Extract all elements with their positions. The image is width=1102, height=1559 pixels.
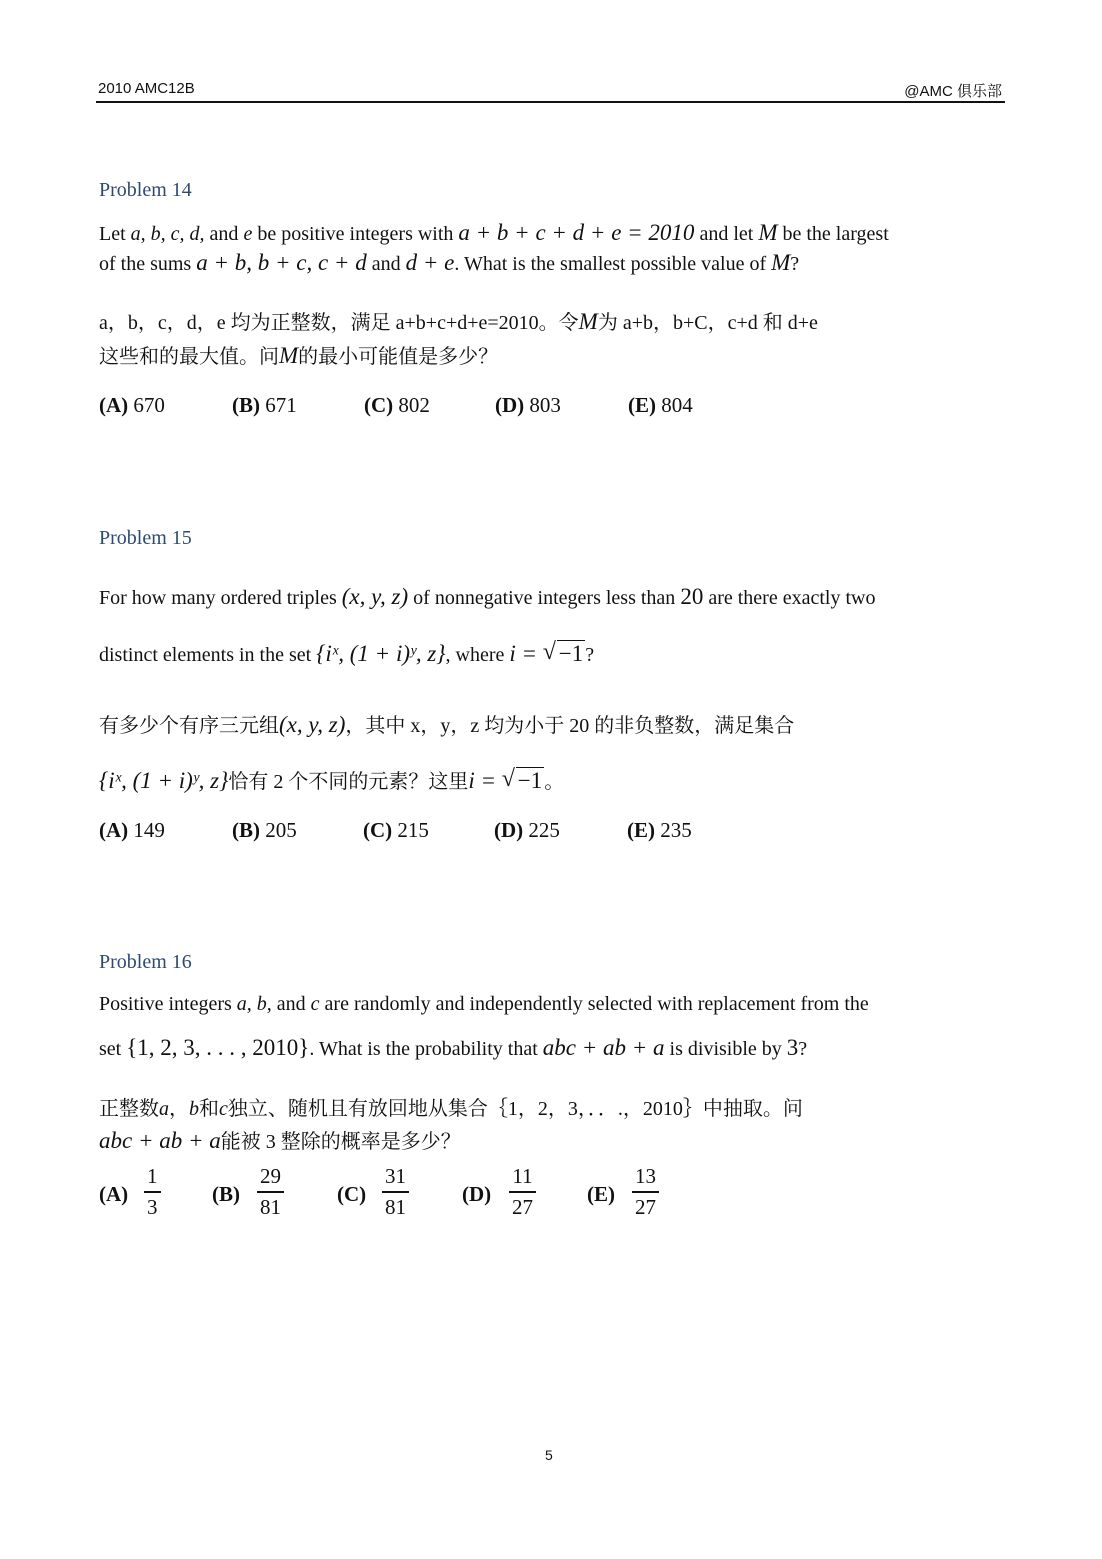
choice-label: (E) (628, 393, 656, 417)
choice-d (495, 393, 561, 418)
problem-16-chinese-line-2 (99, 1125, 461, 1154)
text: are randomly and independently selected with replacement from the (319, 993, 869, 1015)
text: , where (445, 644, 510, 666)
fraction-bar (257, 1191, 284, 1193)
choice-value: 215 (397, 818, 429, 842)
problem-16-english-line-1 (99, 993, 869, 1016)
fraction (144, 1164, 161, 1220)
text: 和 (199, 1098, 219, 1120)
choice-b (232, 393, 297, 418)
problem-15-english-line-1 (99, 584, 875, 610)
math-variable: M (279, 343, 299, 368)
choice-label: (C) (363, 818, 393, 842)
text: ， (169, 1098, 189, 1120)
problem-15-english-line-2 (99, 641, 594, 667)
choice-label: (E) (627, 818, 655, 842)
choice-value: 804 (661, 393, 693, 417)
radicand: −1 (517, 768, 543, 793)
text: be the largest (777, 223, 889, 245)
denominator: 81 (385, 1194, 406, 1219)
numerator: 13 (635, 1164, 656, 1188)
choice-label: (B) (212, 1182, 240, 1206)
problem-16-english-line-2 (99, 1035, 807, 1061)
header-rule (96, 101, 1005, 103)
math-sum: d + e (405, 250, 455, 275)
choice-label: (B) (232, 393, 260, 417)
math-set: {iˣ, (1 + i)ʸ, z} (316, 641, 446, 666)
text: For how many ordered triples (99, 587, 342, 609)
math-variables: a, b, (236, 993, 272, 1015)
text: 恰有 2 个不同的元素？这里 (228, 771, 469, 793)
fraction-bar (632, 1191, 659, 1193)
problem-16-chinese-line-1 (99, 1092, 803, 1121)
text: distinct elements in the set (99, 644, 317, 666)
math-variables: a, b, c, d, (130, 223, 205, 245)
math-number: 20 (680, 584, 704, 609)
text: Let (99, 223, 131, 245)
sqrt-symbol (543, 641, 585, 667)
choice-c (363, 818, 429, 843)
text: of the sums (99, 253, 197, 275)
header-right: @AMC 俱乐部 (904, 83, 1002, 100)
problem-16-title: Problem 16 (99, 951, 192, 973)
text: Positive integers (99, 993, 237, 1015)
fraction (509, 1164, 536, 1220)
problem-15-title: Problem 15 (99, 527, 192, 549)
choice-value: 670 (133, 393, 165, 417)
text: . What is the smallest possible value of (454, 253, 772, 275)
problem-14-english-line-2 (99, 250, 799, 276)
choice-label: (E) (587, 1182, 615, 1206)
text: ? (790, 253, 800, 275)
text: and (204, 223, 244, 245)
text: set (99, 1038, 127, 1060)
math-equation: a + b + c + d + e = 2010 (458, 220, 695, 245)
radicand: −1 (558, 641, 584, 666)
math-triple: (x, y, z) (341, 584, 409, 609)
choice-value: 803 (529, 393, 561, 417)
denominator: 27 (512, 1194, 533, 1219)
text: 能被 3 整除的概率是多少？ (220, 1131, 461, 1153)
problem-14-title: Problem 14 (99, 179, 192, 201)
text: and (271, 993, 311, 1015)
choice-value: 671 (265, 393, 297, 417)
sqrt-symbol (502, 768, 544, 794)
problem-14-chinese-line-1 (99, 306, 818, 335)
choice-e (627, 818, 692, 843)
denominator: 3 (147, 1194, 158, 1219)
numerator: 29 (260, 1164, 281, 1188)
math-variable: c (310, 993, 320, 1015)
text: ? (585, 644, 595, 666)
choice-label: (D) (494, 818, 524, 842)
choice-label: (A) (99, 393, 129, 417)
problem-14-english-line-1 (99, 220, 889, 246)
numerator: 11 (512, 1164, 533, 1188)
math-set: {iˣ, (1 + i)ʸ, z} (99, 768, 229, 793)
page-number: 5 (545, 1447, 553, 1463)
math-number: 3 (786, 1035, 799, 1060)
choice-e (628, 393, 693, 418)
text: 正整数 (99, 1098, 159, 1120)
text: 这些和的最大值。问 (99, 346, 279, 368)
math-expression: abc + ab + a (542, 1035, 665, 1060)
math-expression: abc + ab + a (99, 1128, 221, 1153)
fraction-bar (509, 1191, 536, 1193)
math-variable: M (758, 220, 778, 245)
math-variable: M (771, 250, 791, 275)
text: 的最小可能值是多少？ (298, 346, 499, 368)
choice-value: 149 (133, 818, 165, 842)
choice-label: (C) (337, 1182, 367, 1206)
text: 为 a+b，b+C，c+d 和 d+e (597, 312, 818, 334)
fraction (632, 1164, 659, 1220)
header-left: 2010 AMC12B (98, 80, 195, 97)
choice-c (364, 393, 430, 418)
fraction (382, 1164, 409, 1220)
denominator: 81 (260, 1194, 281, 1219)
text: 独立、随机且有放回地从集合｛1，2，3，．．.，2010｝中抽取。问 (227, 1098, 803, 1120)
problem-15-chinese-line-1 (99, 709, 794, 738)
choice-d (494, 818, 560, 843)
choice-value: 802 (398, 393, 430, 417)
choice-a (99, 393, 165, 418)
text: ? (798, 1038, 808, 1060)
math-triple: (x, y, z) (279, 712, 346, 737)
math-set: {1, 2, 3, . . . , 2010} (126, 1035, 310, 1060)
math-variable: c (219, 1098, 228, 1120)
choice-value: 235 (660, 818, 692, 842)
text: 有多少个有序三元组 (99, 715, 279, 737)
choice-label: (D) (495, 393, 525, 417)
numerator: 1 (147, 1164, 158, 1188)
text: be positive integers with (252, 223, 459, 245)
math-variable: a (159, 1098, 169, 1120)
text: . What is the probability that (309, 1038, 543, 1060)
text: are there exactly two (703, 587, 876, 609)
math-i-equals: i = (468, 768, 502, 793)
problem-14-chinese-line-2 (99, 340, 498, 369)
math-sums: a + b, b + c, c + d (196, 250, 367, 275)
text: and let (694, 223, 759, 245)
problem-15-chinese-line-2 (99, 765, 564, 794)
text: of nonnegative integers less than (408, 587, 681, 609)
math-i-equals: i = (509, 641, 543, 666)
text: ，其中 x，y，z 均为小于 20 的非负整数，满足集合 (345, 715, 795, 737)
fraction-bar (144, 1191, 161, 1193)
math-variable: e (243, 223, 253, 245)
choice-label: (D) (462, 1182, 492, 1206)
denominator: 27 (635, 1194, 656, 1219)
fraction-bar (382, 1191, 409, 1193)
text: a，b，c，d，e 均为正整数，满足 a+b+c+d+e=2010。令 (99, 312, 579, 334)
text: and (366, 253, 406, 275)
choice-value: 225 (528, 818, 560, 842)
choice-b (232, 818, 297, 843)
choice-label: (B) (232, 818, 260, 842)
choice-label: (C) (364, 393, 394, 417)
fraction (257, 1164, 284, 1220)
math-variable: b (189, 1098, 199, 1120)
choice-label: (A) (99, 1182, 129, 1206)
text: 。 (544, 771, 565, 793)
text: is divisible by (664, 1038, 787, 1060)
choice-value: 205 (265, 818, 297, 842)
choice-a (99, 818, 165, 843)
choice-label: (A) (99, 818, 129, 842)
math-variable: M (578, 309, 598, 334)
numerator: 31 (385, 1164, 406, 1188)
